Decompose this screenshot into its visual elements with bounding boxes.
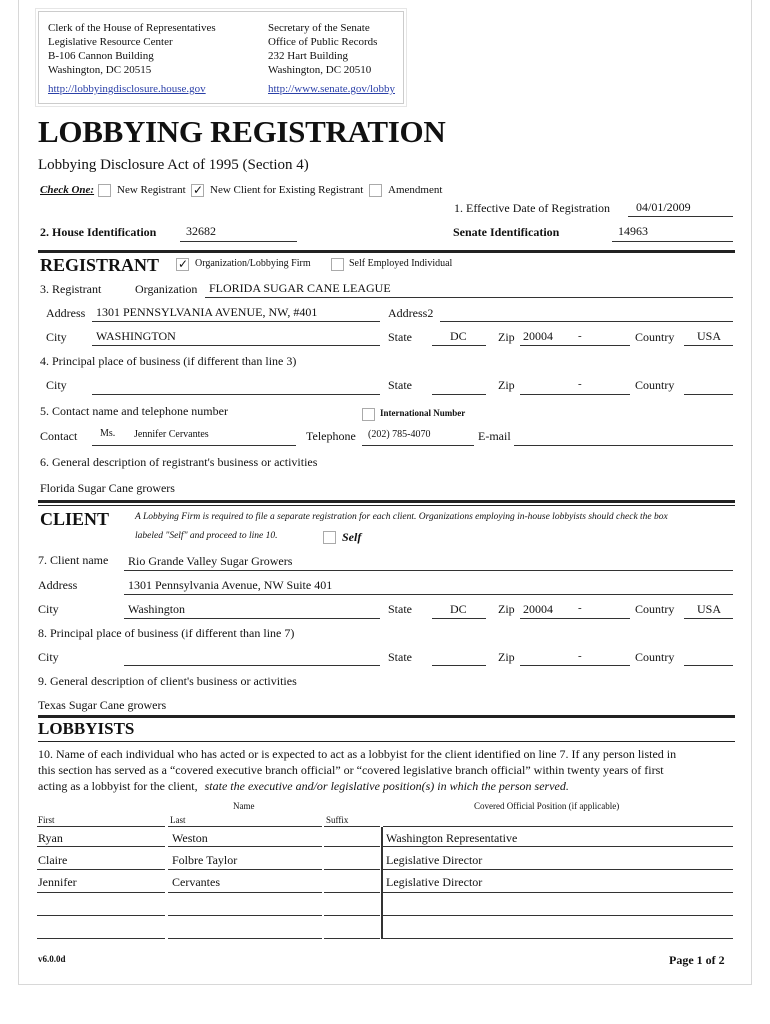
row-underline — [383, 869, 733, 870]
lobbyists-heading: LOBBYISTS — [38, 719, 135, 738]
contact-underline — [92, 445, 296, 446]
senate-id-underline — [612, 241, 733, 242]
client-note-line1: A Lobbying Firm is required to file a separate registration for each client. Organizations employing in-house lobbyists should check the box — [135, 512, 668, 522]
lobbyist-first[interactable]: Jennifer — [38, 875, 77, 889]
line8-label: 8. Principal place of business (if different than line 7) — [38, 626, 295, 640]
senate-link[interactable]: http://www.senate.gov/lobby — [268, 83, 395, 95]
client-address-label: Address — [38, 578, 78, 592]
clerk-line: Washington, DC 20515 — [48, 64, 152, 76]
org-firm-label: Organization/Lobbying Firm — [195, 258, 311, 269]
client-name-underline — [124, 570, 733, 571]
zip-value[interactable]: 20004 — [523, 329, 553, 343]
address2-underline — [440, 321, 733, 322]
line9-label: 9. General description of client's business or activities — [38, 674, 297, 688]
col-position-header: Covered Official Position (if applicable) — [474, 801, 620, 811]
city-underline — [92, 345, 380, 346]
line10-text-c — [38, 779, 569, 794]
row-underline — [37, 846, 165, 847]
client-zip-value[interactable]: 20004 — [523, 602, 553, 616]
lobbyist-last[interactable]: Weston — [172, 831, 208, 845]
client-zip-label: Zip — [498, 650, 515, 664]
row-underline — [168, 892, 322, 893]
line10-italic: state the executive and/or legislative position(s) in which the person served. — [204, 779, 569, 793]
page-subtitle: Lobbying Disclosure Act of 1995 (Section 4) — [38, 157, 309, 173]
registrant-description[interactable]: Florida Sugar Cane growers — [40, 481, 175, 495]
client-rule — [38, 500, 735, 503]
client-country-label: Country — [635, 602, 675, 616]
self-checkbox[interactable] — [323, 531, 336, 544]
client-principal-zip-underline — [520, 665, 630, 666]
contact-prefix[interactable]: Ms. — [100, 428, 116, 439]
client-city-label: City — [38, 650, 59, 664]
senate-address — [268, 21, 377, 77]
zip-label: Zip — [498, 378, 515, 392]
country-value[interactable]: USA — [697, 329, 722, 343]
country-label: Country — [635, 378, 675, 392]
new-registrant-checkbox[interactable] — [98, 184, 111, 197]
amendment-label: Amendment — [388, 184, 443, 196]
client-state-underline — [432, 618, 486, 619]
line3-label: 3. Registrant — [40, 282, 102, 296]
row-underline — [324, 915, 380, 916]
principal-country-underline — [684, 394, 733, 395]
row-underline — [383, 892, 733, 893]
row-underline — [168, 938, 322, 939]
client-address-value[interactable]: 1301 Pennsylvania Avenue, NW Suite 401 — [128, 578, 333, 592]
check-mark-icon: ✓ — [178, 257, 189, 271]
header-underline-last — [168, 826, 322, 827]
client-zip-underline — [520, 618, 630, 619]
organization-value[interactable]: FLORIDA SUGAR CANE LEAGUE — [209, 281, 391, 295]
contact-label: Contact — [40, 429, 78, 443]
row-underline — [324, 892, 380, 893]
client-rule-thin — [38, 505, 735, 506]
row-underline — [168, 869, 322, 870]
client-country-underline — [684, 618, 733, 619]
senate-line: Washington, DC 20510 — [268, 64, 372, 76]
line6-label: 6. General description of registrant's business or activities — [40, 455, 318, 469]
line10-text-b: this section has served as a “covered executive branch official” or “covered legislative branch official” within twenty years of first — [38, 763, 664, 777]
col-name-header: Name — [233, 801, 255, 811]
zip-underline — [520, 345, 630, 346]
row-underline — [168, 915, 322, 916]
row-underline — [383, 915, 733, 916]
client-zip-dash: - — [578, 650, 582, 662]
clerk-address — [48, 21, 216, 77]
lobbyist-position[interactable]: Washington Representative — [386, 831, 518, 845]
line10-plain: acting as a lobbyist for the client, — [38, 779, 198, 793]
table-divider — [381, 827, 383, 939]
effective-date-value[interactable]: 04/01/2009 — [636, 200, 691, 214]
lobbyist-position[interactable]: Legislative Director — [386, 853, 483, 867]
line10-text-a: 10. Name of each individual who has acted or is expected to act as a lobbyist for the client identified on line 7. If any person listed in — [38, 747, 677, 761]
check-one-label: Check One: — [40, 184, 95, 196]
amendment-checkbox[interactable] — [369, 184, 382, 197]
principal-city-underline — [92, 394, 380, 395]
city-label: City — [46, 378, 67, 392]
senate-line: Office of Public Records — [268, 36, 378, 48]
client-description[interactable]: Texas Sugar Cane growers — [38, 698, 167, 712]
principal-state-underline — [432, 394, 486, 395]
senate-line: 232 Hart Building — [268, 50, 349, 62]
row-underline — [383, 938, 733, 939]
telephone-underline — [362, 445, 474, 446]
lobbyist-position[interactable]: Legislative Director — [386, 875, 483, 889]
row-underline — [324, 938, 380, 939]
client-city-underline — [124, 618, 380, 619]
senate-id-label: Senate Identification — [453, 225, 560, 239]
lobbyist-first[interactable]: Claire — [38, 853, 68, 867]
client-state-value[interactable]: DC — [450, 602, 467, 616]
line4-label: 4. Principal place of business (if different than line 3) — [40, 354, 297, 368]
address-label: Address — [46, 306, 86, 320]
header-underline-suffix — [324, 826, 380, 827]
state-label: State — [388, 330, 412, 344]
principal-zip-underline — [520, 394, 630, 395]
lobbyists-rule — [38, 715, 735, 718]
address-value[interactable]: 1301 PENNSYLVANIA AVENUE, NW, #401 — [96, 305, 318, 319]
client-zip-label: Zip — [498, 602, 515, 616]
contact-name[interactable]: Jennifer Cervantes — [134, 429, 209, 440]
page-title: LOBBYING REGISTRATION — [38, 114, 446, 149]
client-address-underline — [124, 594, 733, 595]
clerk-line: B-106 Cannon Building — [48, 50, 154, 62]
effective-date-underline — [628, 216, 733, 217]
client-principal-city-underline — [124, 665, 380, 666]
organization-label: Organization — [135, 282, 198, 296]
city-value[interactable]: WASHINGTON — [96, 329, 176, 343]
check-mark-icon: ✓ — [193, 183, 204, 197]
header-underline-first — [37, 826, 165, 827]
client-zip-dash: - — [578, 602, 582, 614]
client-name-value[interactable]: Rio Grande Valley Sugar Growers — [128, 554, 293, 568]
organization-underline — [205, 297, 733, 298]
address2-label: Address2 — [388, 306, 434, 320]
client-state-label: State — [388, 602, 412, 616]
registrant-heading: REGISTRANT — [40, 255, 160, 275]
clerk-line: Clerk of the House of Representatives — [48, 22, 216, 34]
self-label: Self — [342, 530, 362, 544]
client-city-value[interactable]: Washington — [128, 602, 186, 616]
international-number-checkbox[interactable] — [362, 408, 375, 421]
state-underline — [432, 345, 486, 346]
col-first-header: First — [38, 815, 55, 825]
client-principal-country-underline — [684, 665, 733, 666]
client-heading: CLIENT — [40, 509, 110, 529]
address-underline — [92, 321, 380, 322]
lobbyist-last[interactable]: Cervantes — [172, 875, 220, 889]
lobbyists-rule-thin — [38, 741, 735, 742]
email-label: E-mail — [478, 429, 511, 443]
client-principal-state-underline — [432, 665, 486, 666]
zip-dash: - — [578, 330, 582, 342]
email-underline — [514, 445, 733, 446]
col-suffix-header: Suffix — [326, 815, 349, 825]
line5-label: 5. Contact name and telephone number — [40, 404, 228, 418]
row-underline — [168, 846, 322, 847]
state-label: State — [388, 378, 412, 392]
house-id-underline — [180, 241, 297, 242]
client-country-label: Country — [635, 650, 675, 664]
row-underline — [37, 869, 165, 870]
registrant-rule — [38, 250, 735, 253]
house-id-label: 2. House Identification — [40, 225, 157, 239]
country-label: Country — [635, 330, 675, 344]
client-state-label: State — [388, 650, 412, 664]
city-label: City — [46, 330, 67, 344]
lobbyist-last[interactable]: Folbre Taylor — [172, 853, 238, 867]
row-underline — [324, 869, 380, 870]
row-underline — [37, 892, 165, 893]
version-label: v6.0.0d — [38, 954, 66, 964]
telephone-value[interactable]: (202) 785-4070 — [368, 429, 431, 440]
country-underline — [684, 345, 733, 346]
row-underline — [37, 938, 165, 939]
zip-dash: - — [578, 378, 582, 390]
client-city-label: City — [38, 602, 59, 616]
clerk-link[interactable]: http://lobbyingdisclosure.house.gov — [48, 83, 206, 95]
effective-date-label: 1. Effective Date of Registration — [454, 201, 611, 215]
header-underline-position — [383, 826, 733, 827]
row-underline — [324, 846, 380, 847]
page-number: Page 1 of 2 — [669, 953, 725, 967]
client-country-value[interactable]: USA — [697, 602, 722, 616]
row-underline — [383, 846, 733, 847]
client-name-label: 7. Client name — [38, 553, 109, 567]
col-last-header: Last — [170, 815, 186, 825]
self-employed-checkbox[interactable] — [331, 258, 344, 271]
senate-id-value[interactable]: 14963 — [618, 224, 648, 238]
new-client-label: New Client for Existing Registrant — [210, 184, 364, 196]
row-underline — [37, 915, 165, 916]
zip-label: Zip — [498, 330, 515, 344]
international-number-label: International Number — [380, 408, 466, 418]
state-value[interactable]: DC — [450, 329, 467, 343]
senate-line: Secretary of the Senate — [268, 22, 370, 34]
self-employed-label: Self Employed Individual — [349, 258, 453, 269]
house-id-value[interactable]: 32682 — [186, 224, 216, 238]
lobbyist-first[interactable]: Ryan — [38, 831, 63, 845]
telephone-label: Telephone — [306, 429, 356, 443]
client-note-line2: labeled "Self" and proceed to line 10. — [135, 531, 278, 541]
new-registrant-label: New Registrant — [117, 184, 186, 196]
clerk-line: Legislative Resource Center — [48, 36, 173, 48]
